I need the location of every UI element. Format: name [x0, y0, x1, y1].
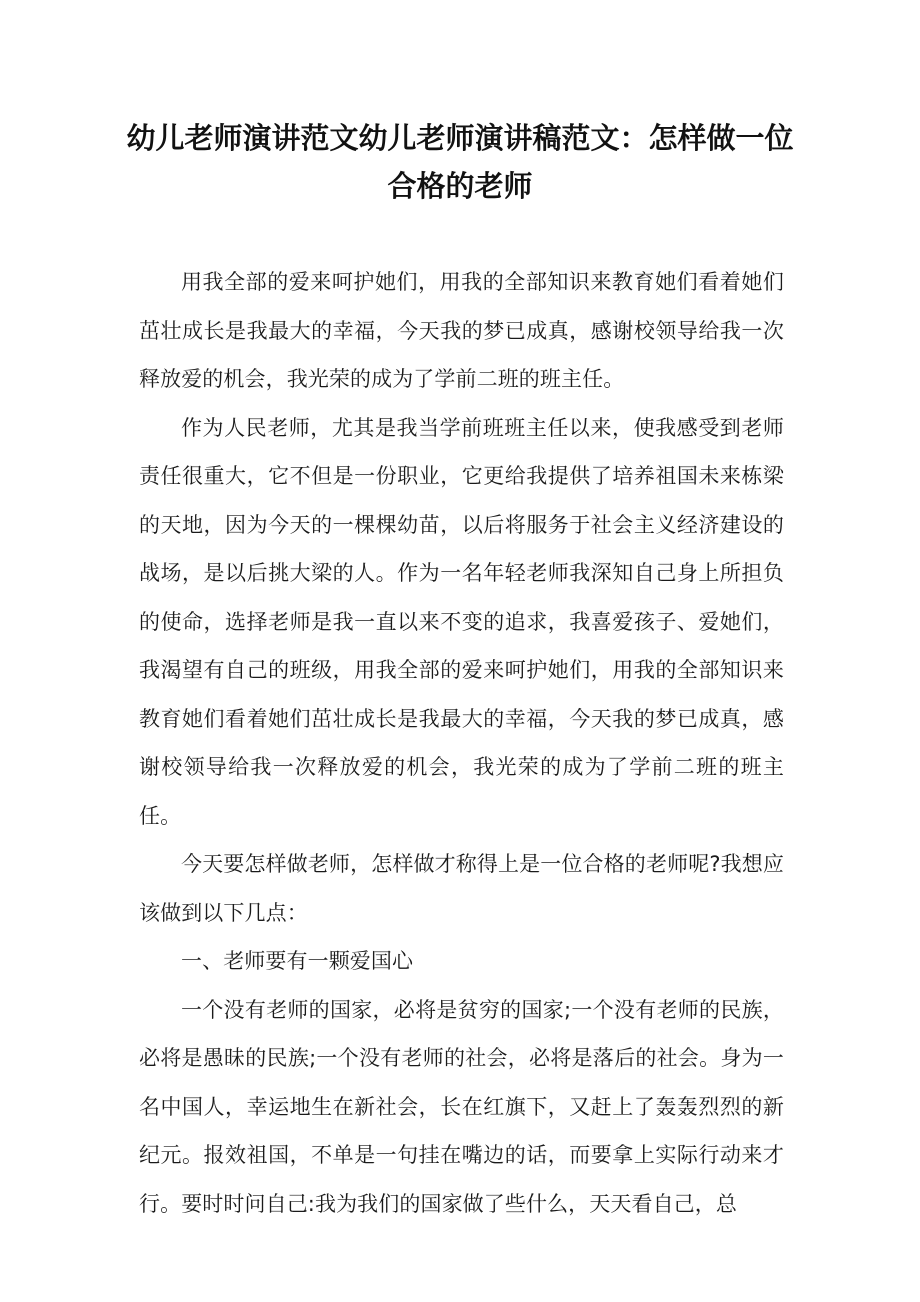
paragraph-1: 用我全部的爱来呵护她们，用我的全部知识来教育她们看着她们茁壮成长是我最大的幸福，今天我的梦已成真，感谢校领导给我一次释放爱的机会，我光荣的成为了学前二班的班主任。: [139, 270, 784, 391]
title-line-1: 幼儿老师演讲范文幼儿老师演讲稿范文：怎样做一位: [126, 121, 794, 155]
paragraph-4: 一个没有老师的国家，必将是贫穷的国家;一个没有老师的民族，必将是愚昧的民族;一个没有老师的社会，必将是落后的社会。身为一名中国人，幸运地生在新社会，长在红旗下，又赶上了轰轰烈烈的新纪元。报效祖国，不单是一句挂在嘴边的话，而要拿上实际行动来才行。要时时问自己:我为我们的国家做了些什么，天天看自己，总: [139, 997, 784, 1216]
document-title: [120, 114, 800, 210]
paragraph-2: 作为人民老师，尤其是我当学前班班主任以来，使我感受到老师责任很重大，它不但是一份职业，它更给我提供了培养祖国未来栋梁的天地，因为今天的一棵棵幼苗，以后将服务于社会主义经济建设的战场，是以后挑大梁的人。作为一名年轻老师我深知自己身上所担负的使命，选择老师是我一直以来不变的追求，我喜爱孩子、爱她们，我渴望有自己的班级，用我全部的爱来呵护她们，用我的全部知识来教育她们看着她们茁壮成长是我最大的幸福，今天我的梦已成真，感谢校领导给我一次释放爱的机会，我光荣的成为了学前二班的班主任。: [139, 415, 784, 828]
title-line-2: 合格的老师: [387, 169, 533, 203]
document-body: [139, 258, 784, 1228]
section-heading-1: 一、老师要有一颗爱国心: [181, 949, 414, 973]
paragraph-3: 今天要怎样做老师，怎样做才称得上是一位合格的老师呢?我想应该做到以下几点：: [139, 852, 784, 925]
